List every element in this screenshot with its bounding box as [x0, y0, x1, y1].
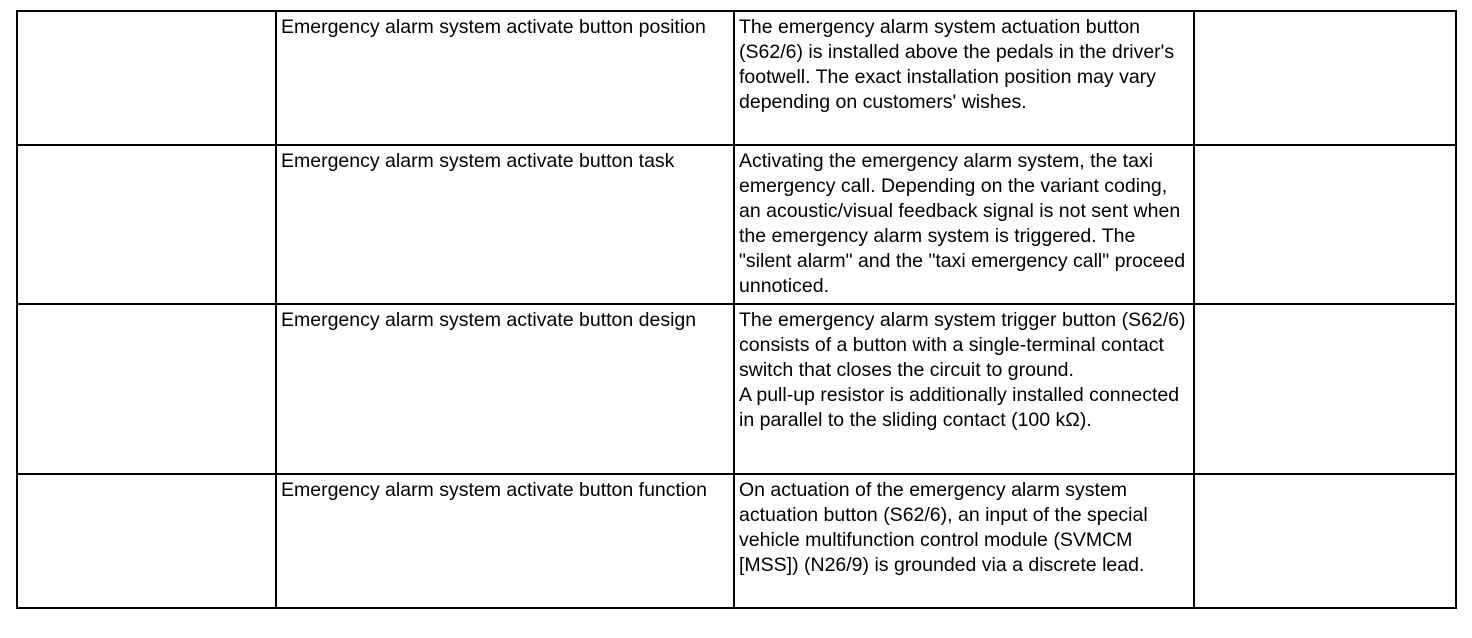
table-row — [17, 304, 1456, 474]
description-cell: Activating the emergency alarm system, the taxi emergency call. Depending on the variant coding, an acoustic/visual feedback signal is not sent when the emergency alarm system is triggered. The "silent alarm" and the "taxi emergency call" proceed unnoticed. — [734, 145, 1194, 304]
topic-cell: Emergency alarm system activate button function — [276, 474, 734, 608]
info-table — [16, 10, 1457, 609]
empty-cell — [1194, 474, 1456, 608]
table-row — [17, 11, 1456, 145]
description-cell: The emergency alarm system actuation button (S62/6) is installed above the pedals in the driver's footwell. The exact installation position may vary depending on customers' wishes. — [734, 11, 1194, 145]
topic-cell: Emergency alarm system activate button design — [276, 304, 734, 474]
empty-cell — [1194, 145, 1456, 304]
topic-cell: Emergency alarm system activate button position — [276, 11, 734, 145]
topic-cell: Emergency alarm system activate button task — [276, 145, 734, 304]
empty-cell — [17, 145, 276, 304]
table-row — [17, 474, 1456, 608]
description-cell: On actuation of the emergency alarm system actuation button (S62/6), an input of the special vehicle multifunction control module (SVMCM [MSS]) (N26/9) is grounded via a discrete lead. — [734, 474, 1194, 608]
empty-cell — [17, 474, 276, 608]
empty-cell — [17, 11, 276, 145]
table-row — [17, 145, 1456, 304]
empty-cell — [1194, 304, 1456, 474]
empty-cell — [17, 304, 276, 474]
description-cell: The emergency alarm system trigger button (S62/6) consists of a button with a single-terminal contact switch that closes the circuit to ground. A pull-up resistor is additionally installed connected in parallel to the sliding contact (100 kΩ). — [734, 304, 1194, 474]
empty-cell — [1194, 11, 1456, 145]
